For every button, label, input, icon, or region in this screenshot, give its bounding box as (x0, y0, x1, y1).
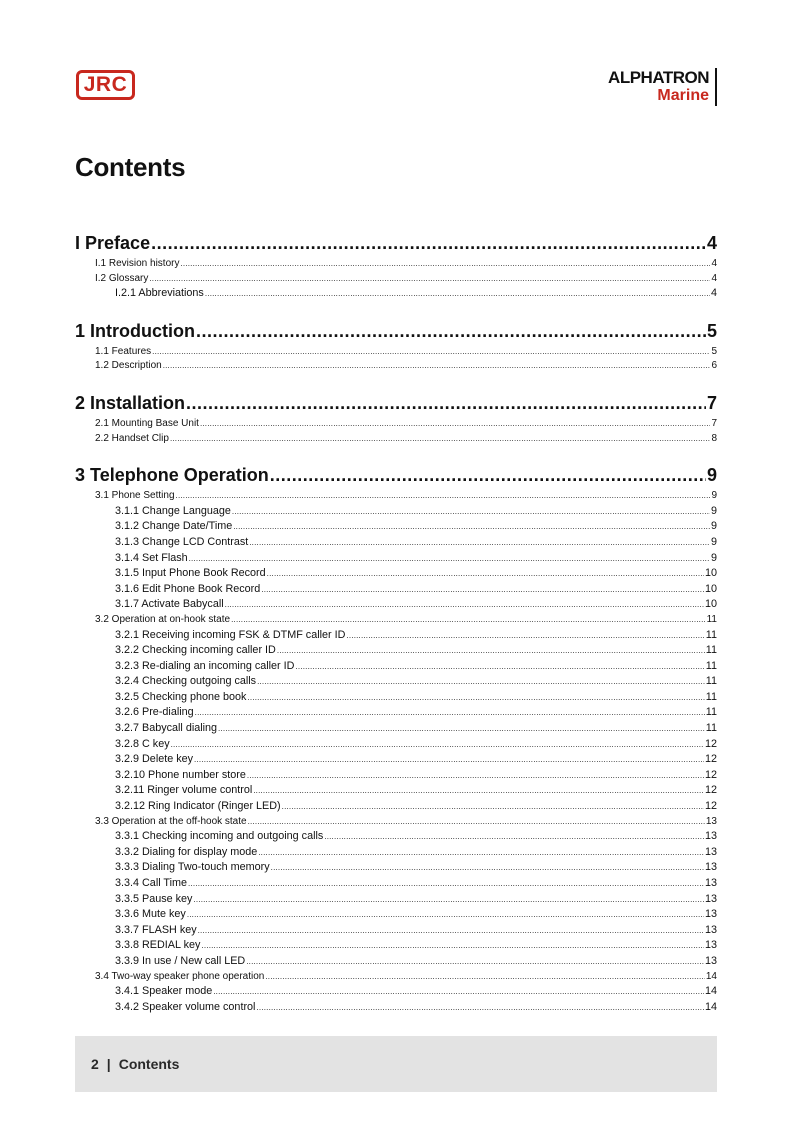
toc-page-number: 11 (706, 613, 717, 625)
dot-leader (193, 893, 704, 908)
toc-chapter-heading[interactable] (75, 392, 717, 414)
toc-entry-label (75, 232, 150, 254)
dot-leader (195, 706, 705, 721)
toc-subsection-entry[interactable] (75, 551, 717, 567)
dot-leader (265, 970, 705, 985)
toc-entry-label: 3.3.5 Pause key (115, 892, 193, 905)
dot-leader (225, 598, 704, 613)
toc-page-number: 12 (704, 800, 717, 813)
toc-entry-label: 3.3.8 REDIAL key (115, 939, 201, 952)
toc-subsection-entry[interactable] (75, 737, 717, 753)
toc-page-number: 12 (704, 784, 717, 797)
toc-entry-label: 3.3.7 FLASH key (115, 923, 197, 936)
chapter-number: 3 (75, 465, 86, 486)
toc-entry-label (75, 320, 195, 342)
toc-section-entry[interactable] (75, 272, 717, 287)
toc-page-number: 14 (704, 985, 717, 998)
table-of-contents (75, 232, 717, 1033)
page-footer (75, 1036, 717, 1092)
toc-entry-label: 3.4.2 Speaker volume control (115, 1000, 256, 1013)
toc-page-number: 13 (704, 830, 717, 843)
toc-page-number: 11 (705, 659, 717, 672)
toc-subsection-entry[interactable] (75, 504, 717, 520)
dot-leader (256, 1001, 704, 1016)
dot-leader (200, 417, 710, 432)
toc-page-number: 13 (704, 845, 717, 858)
dot-leader (324, 830, 704, 845)
toc-entry-label: 3.2.11 Ringer volume control (115, 784, 253, 797)
alphatron-logo-top: ALPHATRON (608, 68, 709, 87)
toc-entry-label: 3.2.6 Pre-dialing (115, 706, 194, 719)
chapter-title: Telephone Operation (90, 465, 269, 486)
toc-entry-label: 3.2 Operation at on-hook state (95, 613, 231, 625)
dot-leader (152, 345, 710, 360)
dot-leader (201, 939, 704, 954)
toc-entry-label: 3.1.3 Change LCD Contrast (115, 535, 249, 548)
toc-subsection-entry[interactable] (75, 954, 717, 970)
toc-section-entry[interactable] (75, 613, 717, 628)
toc-entry-label: 3.4.1 Speaker mode (115, 985, 213, 998)
toc-entry-label: 3.1.2 Change Date/Time (115, 520, 233, 533)
toc-page-number: 4 (711, 258, 717, 269)
toc-chapter (75, 320, 717, 374)
toc-page-number: 9 (711, 490, 717, 502)
toc-subsection-entry[interactable] (75, 674, 717, 690)
toc-page-number: 11 (705, 644, 717, 657)
toc-page-number: 12 (704, 768, 717, 781)
dot-leader (180, 257, 710, 272)
toc-entry-label: 3.2.4 Checking outgoing calls (115, 675, 257, 688)
dot-leader (248, 815, 705, 830)
dot-leader (247, 691, 704, 706)
dot-leader (270, 464, 706, 486)
toc-chapter (75, 464, 717, 1015)
footer-separator: | (106, 1056, 111, 1072)
toc-entry-label: 3.3.3 Dialing Two-touch memory (115, 861, 270, 874)
toc-page-number: 13 (704, 861, 717, 874)
toc-section-entry[interactable] (75, 489, 717, 504)
toc-subsection-entry[interactable] (75, 519, 717, 535)
toc-entry-label: 3.3.9 In use / New call LED (115, 954, 246, 967)
dot-leader (231, 613, 706, 628)
toc-page-number: 10 (704, 598, 717, 611)
chapter-title: Preface (85, 233, 151, 253)
toc-subsection-entry[interactable] (75, 690, 717, 706)
toc-page-number: 9 (710, 520, 717, 533)
toc-entry-label: 1.1 Features (95, 345, 152, 357)
toc-entry-label: 3.3.6 Mute key (115, 908, 186, 921)
toc-entry-label: I.2 Glossary (95, 272, 149, 284)
toc-page-number: 5 (706, 320, 717, 341)
alphatron-logo-bottom: Marine (657, 87, 709, 104)
toc-subsection-entry[interactable] (75, 783, 717, 799)
toc-page-number: 7 (711, 417, 717, 429)
toc-entry-label: 3.1 Phone Setting (95, 490, 175, 502)
dot-leader (171, 738, 704, 753)
toc-entry-label: 3.2.1 Receiving incoming FSK & DTMF caller ID (115, 628, 346, 641)
alphatron-marine-logo (608, 68, 717, 106)
toc-entry-label: 2.1 Mounting Base Unit (95, 417, 199, 429)
toc-section-entry[interactable] (75, 417, 717, 432)
toc-entry-label: 1.2 Description (95, 360, 162, 372)
chapter-number: 1 (75, 320, 86, 341)
toc-entry-label: 2.2 Handset Clip (95, 432, 169, 444)
toc-page-number: 13 (704, 892, 717, 905)
toc-page-number: 13 (704, 923, 717, 936)
toc-page-number: 13 (704, 939, 717, 952)
toc-chapter-heading[interactable] (75, 320, 717, 342)
toc-entry-label: 3.1.4 Set Flash (115, 551, 188, 564)
dot-leader (277, 644, 705, 659)
toc-entry-label: 3.1.6 Edit Phone Book Record (115, 582, 261, 595)
toc-subsection-entry[interactable] (75, 938, 717, 954)
toc-page-number: 12 (704, 753, 717, 766)
toc-entry-label: 3.3.2 Dialing for display mode (115, 845, 258, 858)
toc-subsection-entry[interactable] (75, 984, 717, 1000)
toc-page-number: 7 (706, 392, 717, 413)
toc-page-number: 13 (705, 815, 717, 827)
toc-subsection-entry[interactable] (75, 923, 717, 939)
dot-leader (233, 520, 710, 535)
toc-page-number: 10 (704, 582, 717, 595)
toc-entry-label: 3.3.4 Call Time (115, 877, 188, 889)
toc-page-number: 11 (705, 675, 717, 688)
dot-leader (258, 846, 704, 861)
page-header (76, 68, 717, 108)
toc-section-entry[interactable] (75, 815, 717, 830)
toc-entry-label: 3.2.12 Ring Indicator (Ringer LED) (115, 800, 281, 813)
dot-leader (267, 567, 704, 582)
toc-page-number: 4 (706, 233, 717, 253)
dot-leader (170, 432, 711, 447)
toc-page-number: 11 (705, 628, 717, 641)
dot-leader (194, 753, 704, 768)
toc-section-entry[interactable] (75, 359, 717, 374)
toc-subsection-entry[interactable] (75, 535, 717, 551)
toc-subsection-entry[interactable] (75, 659, 717, 675)
toc-entry-label: 3.3 Operation at the off-hook state (95, 815, 247, 827)
toc-entry-label: 3.2.5 Checking phone book (115, 690, 247, 703)
chapter-number: 2 (75, 392, 86, 413)
toc-page-number: 11 (705, 690, 717, 703)
dot-leader (196, 320, 706, 342)
toc-entry-label: 3.3.1 Checking incoming and outgoing calls (115, 830, 324, 843)
toc-page-number: 6 (711, 360, 717, 372)
toc-subsection-entry[interactable] (75, 582, 717, 598)
dot-leader (186, 392, 706, 414)
toc-entry-label: 3.1.7 Activate Babycall (115, 598, 224, 611)
toc-chapter (75, 392, 717, 446)
toc-entry-label: 3.2.7 Babycall dialing (115, 722, 218, 735)
footer-section-name: Contents (118, 1056, 180, 1072)
dot-leader (213, 985, 704, 1000)
toc-page-number: 13 (704, 877, 717, 889)
dot-leader (188, 877, 704, 892)
dot-leader (189, 552, 710, 567)
dot-leader (346, 629, 704, 644)
footer-text (91, 1056, 179, 1072)
toc-subsection-entry[interactable] (75, 566, 717, 582)
dot-leader (253, 784, 704, 799)
toc-subsection-entry[interactable] (75, 860, 717, 876)
jrc-logo (76, 70, 135, 100)
toc-subsection-entry[interactable] (75, 705, 717, 721)
toc-subsection-entry[interactable] (75, 643, 717, 659)
toc-subsection-entry[interactable] (75, 829, 717, 845)
dot-leader (247, 769, 704, 784)
dot-leader (261, 583, 704, 598)
dot-leader (198, 924, 704, 939)
dot-leader (257, 675, 705, 690)
toc-subsection-entry[interactable] (75, 845, 717, 861)
toc-page-number: 4 (711, 272, 717, 284)
toc-entry-label: 3.2.10 Phone number store (115, 768, 246, 781)
dot-leader (232, 505, 710, 520)
toc-page-number: 10 (704, 567, 717, 580)
page-title: Contents (75, 152, 186, 182)
toc-page-number: 5 (711, 345, 717, 357)
toc-chapter-heading[interactable] (75, 464, 717, 486)
toc-page-number: 4 (710, 287, 717, 300)
toc-entry-label: 3.2.3 Re-dialing an incoming caller ID (115, 659, 295, 672)
toc-section-entry[interactable] (75, 345, 717, 360)
toc-subsection-entry[interactable] (75, 907, 717, 923)
toc-subsection-entry[interactable] (75, 286, 717, 302)
toc-page-number: 14 (705, 970, 717, 982)
toc-page-number: 14 (704, 1000, 717, 1013)
toc-page-number: 13 (704, 954, 717, 967)
toc-section-entry[interactable] (75, 257, 717, 272)
toc-subsection-entry[interactable] (75, 1000, 717, 1016)
toc-entry-label: 3.2.2 Checking incoming caller ID (115, 644, 276, 657)
toc-entry-label: 3.1.1 Change Language (115, 504, 231, 517)
dot-leader (205, 287, 710, 302)
toc-subsection-entry[interactable] (75, 799, 717, 815)
toc-page-number: 8 (711, 432, 717, 444)
toc-page-number: 12 (704, 737, 717, 750)
toc-entry-label: I.1 Revision history (95, 258, 180, 269)
toc-page-number: 9 (710, 535, 717, 548)
toc-chapter-heading[interactable] (75, 232, 717, 254)
footer-page-number: 2 (91, 1056, 99, 1072)
toc-section-entry[interactable] (75, 970, 717, 985)
chapter-title: Installation (90, 392, 186, 413)
toc-subsection-entry[interactable] (75, 892, 717, 908)
toc-page-number: 9 (710, 551, 717, 564)
toc-page-number: 11 (705, 706, 717, 719)
toc-section-entry[interactable] (75, 432, 717, 447)
toc-subsection-entry[interactable] (75, 721, 717, 737)
dot-leader (151, 232, 706, 254)
dot-leader (271, 861, 704, 876)
jrc-logo-text: JRC (83, 73, 128, 96)
toc-entry-label (75, 464, 269, 486)
toc-entry-label: 3.4 Two-way speaker phone operation (95, 970, 265, 982)
dot-leader (282, 800, 704, 815)
dot-leader (249, 536, 710, 551)
toc-page-number: 13 (704, 908, 717, 921)
toc-subsection-entry[interactable] (75, 876, 717, 892)
toc-page-number: 11 (705, 722, 717, 735)
dot-leader (246, 955, 704, 970)
toc-entry-label: 3.2.9 Delete key (115, 753, 194, 766)
toc-entry-label: 3.2.8 C key (115, 737, 170, 750)
toc-chapter (75, 232, 717, 302)
toc-subsection-entry[interactable] (75, 628, 717, 644)
toc-subsection-entry[interactable] (75, 752, 717, 768)
toc-page-number: 9 (710, 504, 717, 517)
dot-leader (163, 359, 711, 374)
chapter-number: I (75, 233, 81, 253)
toc-entry-label (75, 392, 185, 414)
dot-leader (187, 908, 704, 923)
toc-subsection-entry[interactable] (75, 597, 717, 613)
chapter-title: Introduction (90, 320, 196, 341)
toc-entry-label: 3.1.5 Input Phone Book Record (115, 567, 266, 580)
dot-leader (176, 489, 711, 504)
dot-leader (218, 722, 705, 737)
toc-page-number: 9 (706, 465, 717, 486)
dot-leader (295, 660, 704, 675)
toc-entry-label: I.2.1 Abbreviations (115, 287, 204, 300)
toc-subsection-entry[interactable] (75, 768, 717, 784)
dot-leader (149, 272, 710, 287)
